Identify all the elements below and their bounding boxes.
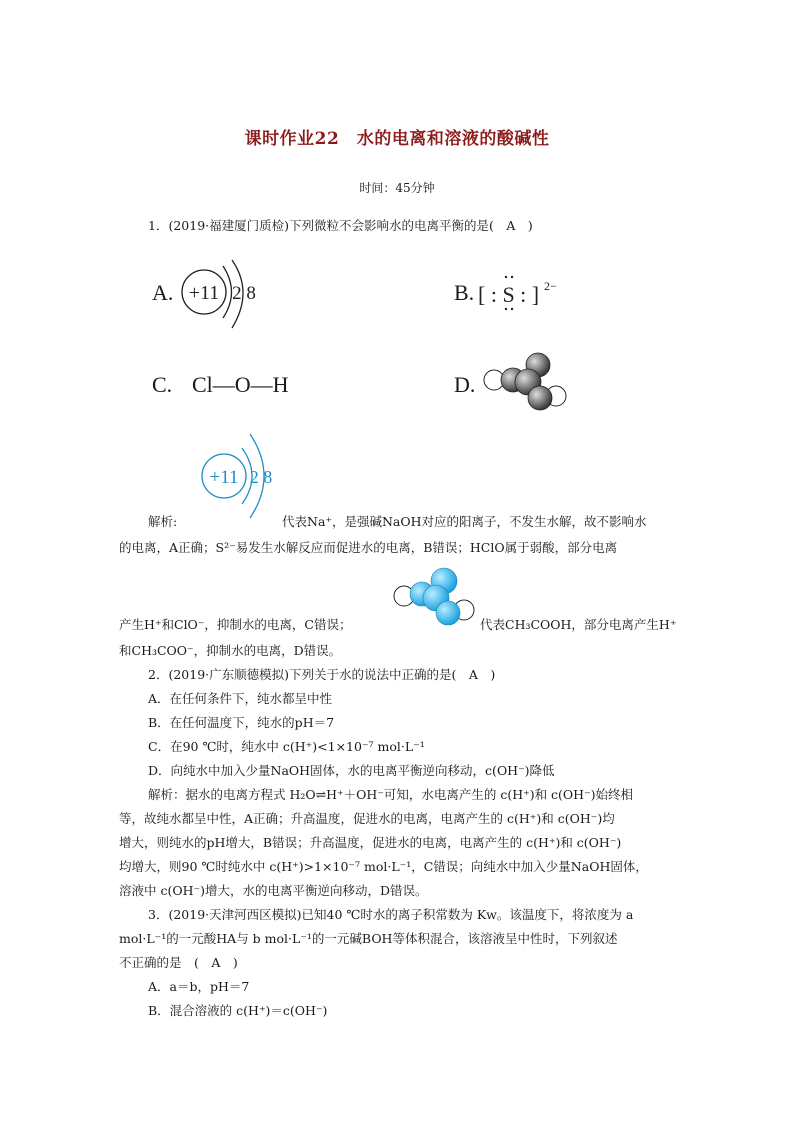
q1-option-c-label: C. [152, 372, 173, 397]
q1-analysis-line3a: 产生H⁺和ClO⁻，抑制水的电离，C错误； [119, 617, 352, 632]
q1-option-d-ball-model [480, 348, 570, 414]
q1-option-b-formula: [ : S : ] [478, 282, 540, 307]
q1-option-a-shells: 2 8 [232, 283, 256, 304]
q2-analysis-line4: 均增大，则90 ℃时纯水中 c(H⁺)>1×10⁻⁷ mol·L⁻¹，C错误；向纯水中加入少量NaOH固体， [119, 859, 648, 874]
analysis-shells: 2 8 [249, 467, 273, 487]
q1-option-b-lewis-structure [478, 272, 573, 314]
q1-option-a-nucleus: +11 [188, 282, 220, 304]
q2-stem: 2．(2019·广东顺德模拟)下列关于水的说法中正确的是( A ) [148, 667, 496, 682]
q1-analysis-prefix: 解析: [148, 514, 178, 529]
q2-analysis-line1: 解析：据水的电离方程式 H₂O⇌H⁺＋OH⁻可知，水电离产生的 c(H⁺)和 c(OH⁻)始终相 [148, 787, 634, 802]
q1-option-b-label: B. [454, 280, 475, 305]
analysis-ball-model [388, 562, 480, 630]
q1-stem: 1．(2019·福建厦门质检)下列微粒不会影响水的电离平衡的是( A ) [148, 218, 533, 233]
analysis-na-ion-diagram [198, 426, 288, 524]
q1-option-b-charge: 2− [544, 279, 557, 293]
q3-stem-line2: mol·L⁻¹的一元酸HA与 b mol·L⁻¹的一元碱BOH等体积混合，该溶液呈中性时，下列叙述 [119, 931, 618, 946]
q2-analysis-line5: 溶液中 c(OH⁻)增大，水的电离平衡逆向移动，D错误。 [119, 883, 428, 898]
q3-option-a: A．a＝b，pH＝7 [148, 979, 250, 994]
q2-option-a: A．在任何条件下，纯水都呈中性 [148, 691, 333, 706]
analysis-nucleus: +11 [209, 467, 239, 488]
q1-option-c-formula: Cl—O—H [192, 372, 289, 397]
q1-option-d-label: D. [454, 372, 476, 397]
q2-option-c: C．在90 ℃时，纯水中 c(H⁺)<1×10⁻⁷ mol·L⁻¹ [148, 739, 425, 754]
q1-option-a-label: A. [152, 280, 174, 305]
q3-stem-line3: 不正确的是 ( A ) [119, 955, 238, 970]
q1-analysis-line1: 代表Na⁺，是强碱NaOH对应的阳离子，不发生水解，故不影响水 [282, 514, 647, 529]
time-limit: 时间：45分钟 [359, 181, 435, 195]
q2-analysis-line3: 增大，则纯水的pH增大，B错误；升高温度，促进水的电离，电离产生的 c(H⁺)和 c(OH⁻) [119, 835, 622, 850]
q2-option-d: D．向纯水中加入少量NaOH固体，水的电离平衡逆向移动，c(OH⁻)降低 [148, 763, 555, 778]
q2-analysis-line2: 等，故纯水都呈中性，A正确；升高温度，促进水的电离，电离产生的 c(H⁺)和 c(OH⁻)均 [119, 811, 615, 826]
q3-option-b: B．混合溶液的 c(H⁺)＝c(OH⁻) [148, 1003, 328, 1018]
q2-option-b: B．在任何温度下，纯水的pH＝7 [148, 715, 335, 730]
page-title: 课时作业22 水的电离和溶液的酸碱性 [244, 129, 550, 149]
q1-option-a-ion-diagram [178, 258, 268, 338]
q1-analysis-line2: 的电离，A正确；S²⁻易发生水解反应而促进水的电离，B错误；HClO属于弱酸，部分电离 [119, 540, 618, 555]
q3-stem-line1: 3．(2019·天津河西区模拟)已知40 ℃时水的离子积常数为 Kw。该温度下，将浓度为 a [148, 907, 634, 922]
q1-analysis-line4: 和CH₃COO⁻，抑制水的电离，D错误。 [119, 643, 342, 658]
q1-analysis-line3b: 代表CH₃COOH，部分电离产生H⁺ [480, 617, 677, 632]
